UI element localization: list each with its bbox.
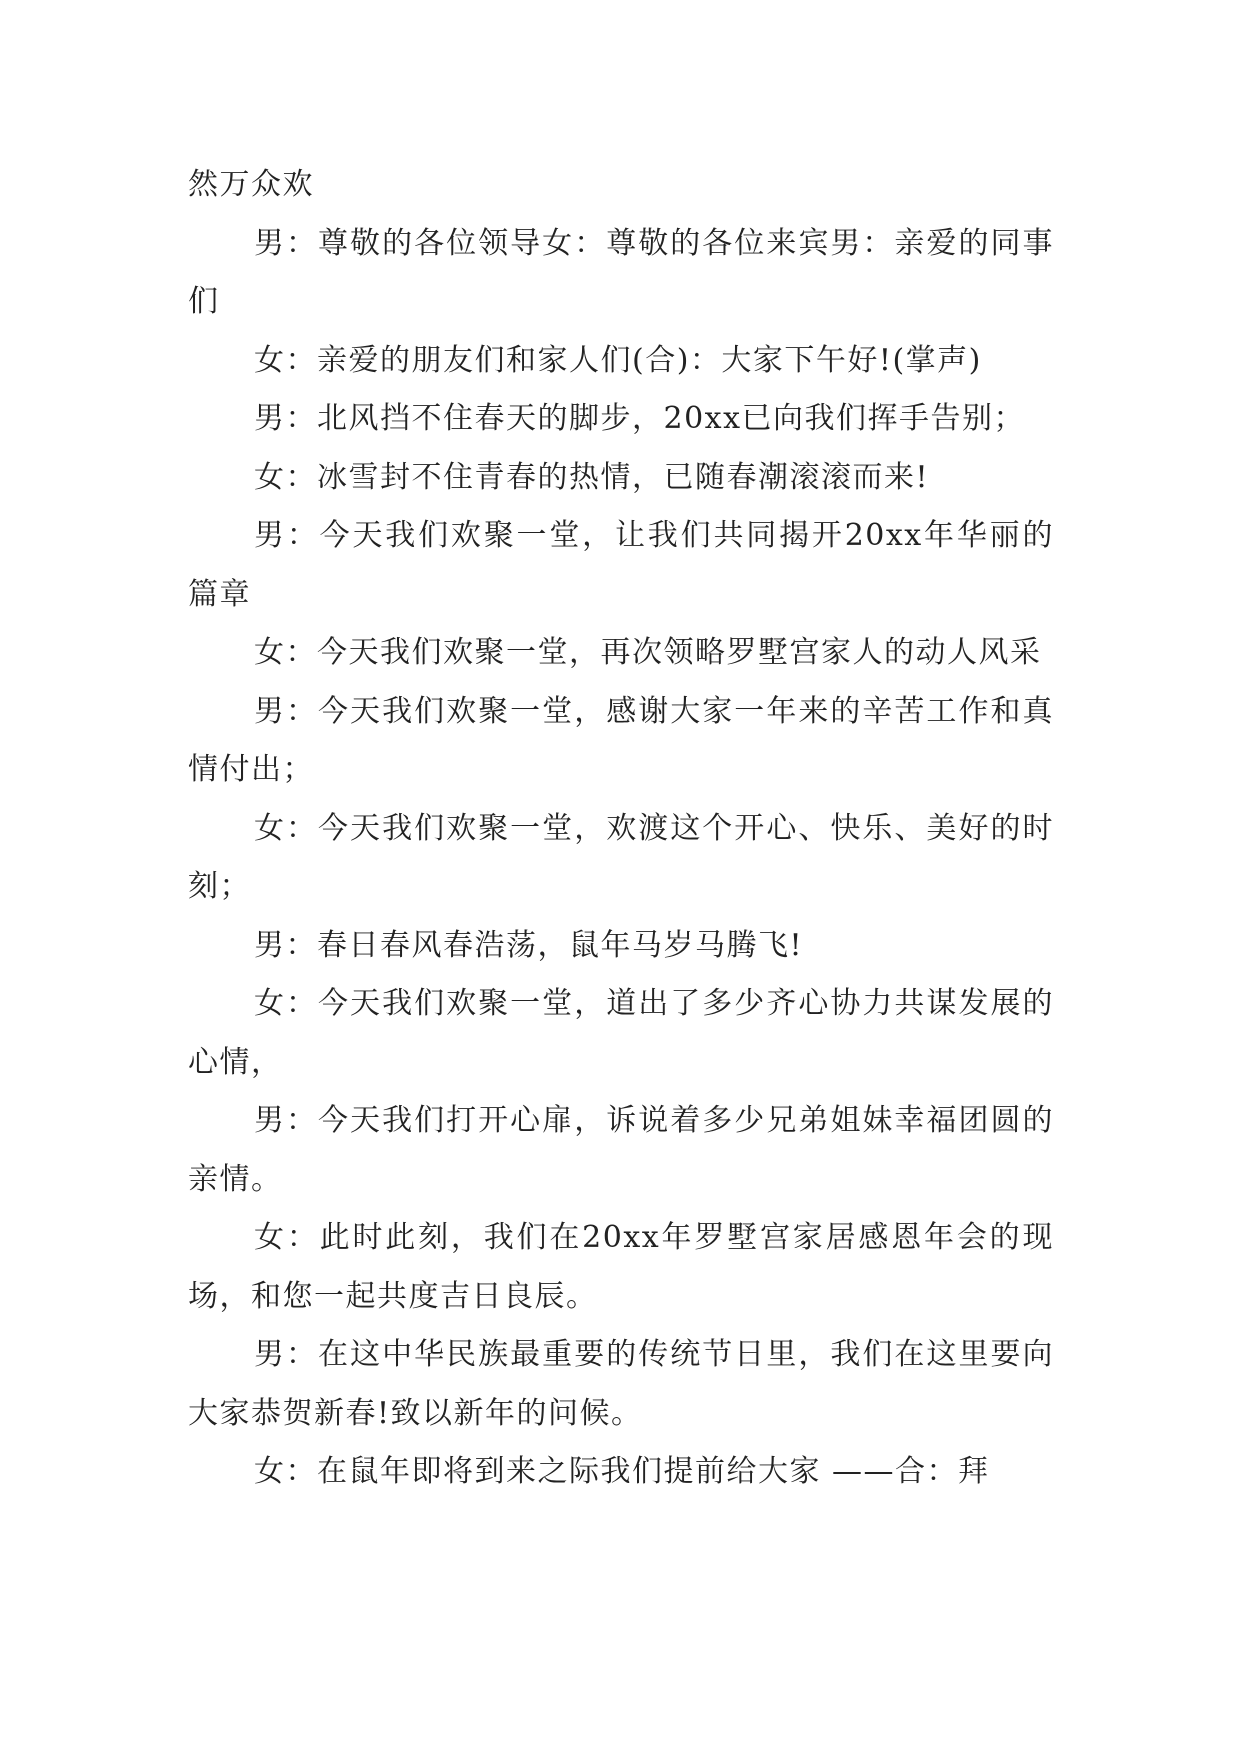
paragraph: 女：今天我们欢聚一堂，道出了多少齐心协力共谋发展的心情， (188, 986, 1054, 1080)
paragraph: 男：春日春风春浩荡，鼠年马岁马腾飞! (254, 927, 804, 963)
paragraph: 女：在鼠年即将到来之际我们提前给大家 ——合：拜 (254, 1454, 990, 1489)
document-body (188, 156, 1054, 1502)
paragraph: 男：尊敬的各位领导女：尊敬的各位来宾男：亲爱的同事们 (188, 225, 1054, 319)
paragraph: 女：今天我们欢聚一堂，欢渡这个开心、快乐、美好的时刻； (188, 810, 1054, 904)
paragraph: 女：亲爱的朋友们和家人们(合)：大家下午好!(掌声) (254, 342, 982, 378)
paragraph: 男：今天我们欢聚一堂，感谢大家一年来的辛苦工作和真情付出； (188, 693, 1054, 787)
paragraph: 女：冰雪封不住青春的热情，已随春潮滚滚而来! (254, 459, 930, 495)
paragraph: 男：北风挡不住春天的脚步，20xx已向我们挥手告别； (254, 401, 1026, 436)
paragraph: 男：今天我们欢聚一堂，让我们共同揭开20xx年华丽的篇章 (188, 518, 1054, 612)
paragraph: 然万众欢 (188, 167, 314, 202)
paragraph: 男：在这中华民族最重要的传统节日里，我们在这里要向大家恭贺新春!致以新年的问候。 (188, 1337, 1054, 1431)
paragraph: 女：今天我们欢聚一堂，再次领略罗墅宫家人的动人风采 (254, 635, 1042, 670)
paragraph: 男：今天我们打开心扉，诉说着多少兄弟姐妹幸福团圆的亲情。 (188, 1103, 1054, 1197)
paragraph: 女：此时此刻，我们在20xx年罗墅宫家居感恩年会的现场，和您一起共度吉日良辰。 (188, 1220, 1054, 1314)
